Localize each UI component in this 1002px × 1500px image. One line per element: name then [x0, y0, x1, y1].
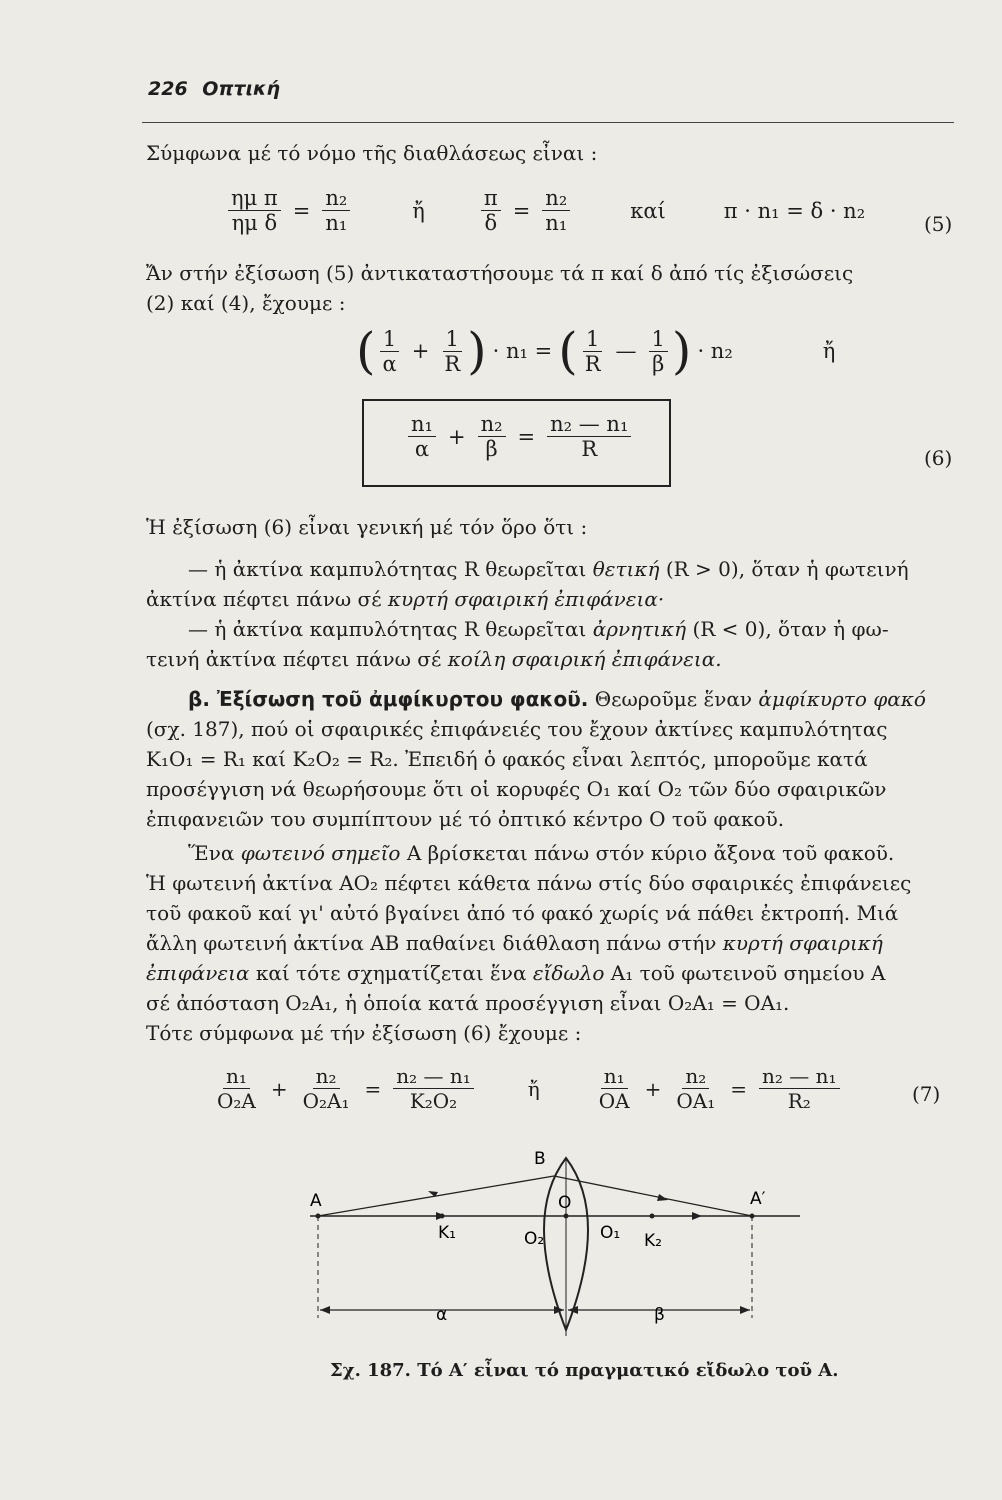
text-line: σέ ἀπόσταση O₂A₁, ἡ ὁποία κατά προσέγγιση εἶναι O₂A₁ = OA₁.: [146, 991, 790, 1015]
label-O: O: [558, 1193, 572, 1213]
label-A: A: [310, 1191, 322, 1211]
text-line: ἀκτίνα πέφτει πάνω σέ κυρτή σφαιρική ἐπιφάνεια·: [146, 587, 665, 611]
text-line: τοῦ φακοῦ καί γι' αὐτό βγαίνει ἀπό τό φακό χωρίς νά πάθει ἐκτροπή. Μιά: [146, 901, 899, 925]
text-line: — ἡ ἀκτίνα καμπυλότητας R θεωρεῖται ἀρνητική (R < 0), ὅταν ἡ φω-: [188, 617, 889, 641]
text-line: προσέγγιση νά θεωρήσουμε ὅτι οἱ κορυφές O₁ καί O₂ τῶν δύο σφαιρικῶν: [146, 777, 887, 801]
arrow-icon: [320, 1306, 330, 1314]
text-line: ἄλλη φωτεινή ἀκτίνα AB παθαίνει διάθλαση πάνω στήν κυρτή σφαιρική: [146, 931, 883, 955]
text-line: Ἕνα φωτεινό σημεῖο A βρίσκεται πάνω στόν κύριο ἄξονα τοῦ φακοῦ.: [188, 841, 895, 865]
point-O: [564, 1214, 569, 1219]
text-line: ἐπιφάνεια καί τότε σχηματίζεται ἕνα εἴδωλο A₁ τοῦ φωτεινοῦ σημείου A: [146, 961, 886, 985]
text-line: K₁O₁ = R₁ καί K₂O₂ = R₂. Ἐπειδή ὁ φακός εἶναι λεπτός, μποροῦμε κατά: [146, 747, 868, 771]
section-title: Οπτική: [202, 78, 281, 100]
text-line: τεινή ἀκτίνα πέφτει πάνω σέ κοίλη σφαιρική ἐπιφάνεια.: [146, 647, 722, 671]
text-line: ἐπιφανειῶν του συμπίπτουν μέ τό ὀπτικό κέντρο O τοῦ φακοῦ.: [146, 807, 785, 831]
label-B: B: [534, 1149, 546, 1169]
section-heading-line: β. Ἐξίσωση τοῦ ἀμφίκυρτου φακοῦ. Θεωροῦμε ἕναν ἀμφίκυρτο φακό: [188, 687, 926, 711]
equation-number-6: (6): [924, 446, 953, 470]
label-O1: O₁: [600, 1223, 621, 1243]
arrow-icon: [740, 1306, 750, 1314]
equation-7: $\frac{\text{n₁}}{\text{O₂A}}$ + $\frac{\text{n₂}}{\text{O₂A₁}}$ = $\frac{\text{n₂ — n₁}}{\text{K₂O₂}}$ ἤ $\frac{\text{n₁}}{OA}$ + $\frac{\text{n₂}}{\text{OA₁}}$ = $\frac{\text{n₂ — n₁}}{\text{R₂}}$: [210, 1064, 844, 1113]
page-number: 226: [148, 78, 188, 100]
arrow-icon: [657, 1194, 668, 1201]
label-beta: β: [654, 1305, 665, 1325]
equation-number-7: (7): [912, 1082, 941, 1106]
text-line: — ἡ ἀκτίνα καμπυλότητας R θεωρεῖται θετική (R > 0), ὅταν ἡ φωτεινή: [188, 557, 909, 581]
text-line: Τότε σύμφωνα μέ τήν ἐξίσωση (6) ἔχουμε :: [146, 1021, 582, 1045]
page-header: [148, 78, 280, 100]
ray-AB: [318, 1176, 554, 1216]
figure-caption: Σχ. 187. Τό A′ εἶναι τό πραγματικό εἴδωλο τοῦ A.: [330, 1360, 839, 1381]
label-K1: K₁: [438, 1223, 456, 1243]
label-K2: K₂: [644, 1231, 662, 1251]
text-line: Σύμφωνα μέ τό νόμο τῆς διαθλάσεως εἶναι :: [146, 141, 598, 165]
equation-5: $\frac{\text{ημ π}}{\text{ημ δ}}$ = $\frac{\text{n₂}}{\text{n₁}}$ ἤ $\frac{\pi}{\delta}$ = $\frac{\text{n₂}}{\text{n₁}}$ καί π · n₁ = δ · n₂: [224, 186, 865, 235]
text-line: Ἡ φωτεινή ἀκτίνα AO₂ πέφτει κάθετα πάνω στίς δύο σφαιρικές ἐπιφάνειες: [146, 871, 912, 895]
lens-diagram: [290, 1140, 810, 1350]
text-line: (2) καί (4), ἔχουμε :: [146, 291, 346, 315]
label-O2: O₂: [524, 1229, 545, 1249]
point-K1: [440, 1214, 445, 1219]
equation-substitution: ( $\frac{1}{\alpha}$ + $\frac{1}{R}$ ) · n₁ = ( $\frac{1}{R}$ — $\frac{1}{\beta}$ ) · n₂ ἤ: [356, 322, 836, 380]
header-rule: [142, 122, 954, 123]
label-alpha: α: [436, 1305, 448, 1325]
equation-6: $\frac{\text{n₁}}{\alpha}$ + $\frac{\text{n₂}}{\beta}$ = $\frac{\text{n₂ — n₁}}{R}$: [404, 412, 635, 461]
equation-number-5: (5): [924, 212, 953, 236]
text-line: (σχ. 187), πού οἱ σφαιρικές ἐπιφάνειές του ἔχουν ἀκτίνες καμπυλότητας: [146, 717, 888, 741]
label-A-prime: A′: [750, 1189, 766, 1209]
point-K2: [650, 1214, 655, 1219]
arrow-icon: [692, 1212, 702, 1220]
text-line: Ἄν στήν ἐξίσωση (5) ἀντικαταστήσουμε τά π καί δ ἀπό τίς ἐξισώσεις: [146, 261, 854, 285]
text-line: Ἡ ἐξίσωση (6) εἶναι γενική μέ τόν ὅρο ὅτι :: [146, 515, 588, 539]
